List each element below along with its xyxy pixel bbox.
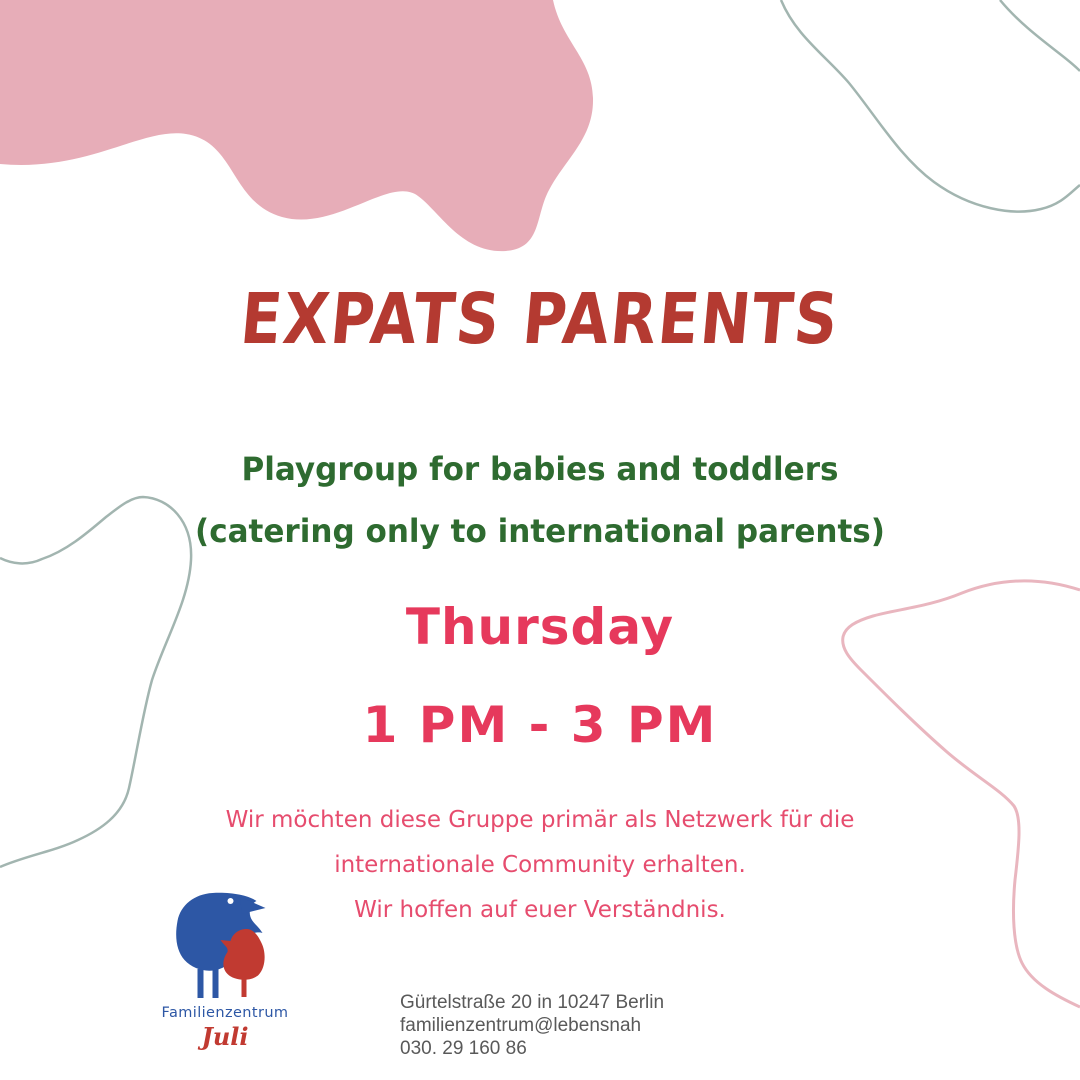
contact-email: familienzentrum@lebensnah [400, 1015, 642, 1036]
contact-phone: 030. 29 160 86 [400, 1038, 527, 1059]
parent-and-child-birds-icon [170, 891, 280, 1003]
subtitle-line-2: (catering only to international parents) [195, 512, 885, 550]
organization-logo [150, 891, 300, 1051]
subtitle-line-1: Playgroup for babies and toddlers [241, 450, 839, 488]
note-line-2: internationale Community erhalten. [334, 852, 746, 878]
contact-address: Gürtelstraße 20 in 10247 Berlin [400, 992, 665, 1013]
contact-block [400, 991, 664, 1060]
note-line-1: Wir möchten diese Gruppe primär als Netzwerk für die [225, 807, 855, 833]
logo-name-text: Juli [201, 1022, 249, 1051]
teal-outline-blob-top-right-icon [781, 0, 1080, 212]
event-day: Thursday [405, 598, 675, 656]
logo-org-text: Familienzentrum [161, 1005, 289, 1021]
poster-title: EXPATS PARENTS [237, 278, 843, 360]
poster-subtitle [16, 438, 1064, 562]
pink-blob-top-left-icon [0, 0, 593, 251]
event-time: 1 PM - 3 PM [362, 696, 718, 754]
note-line-3: Wir hoffen auf euer Verständnis. [354, 897, 726, 923]
teal-outline-arc-corner-icon [1000, 0, 1080, 71]
